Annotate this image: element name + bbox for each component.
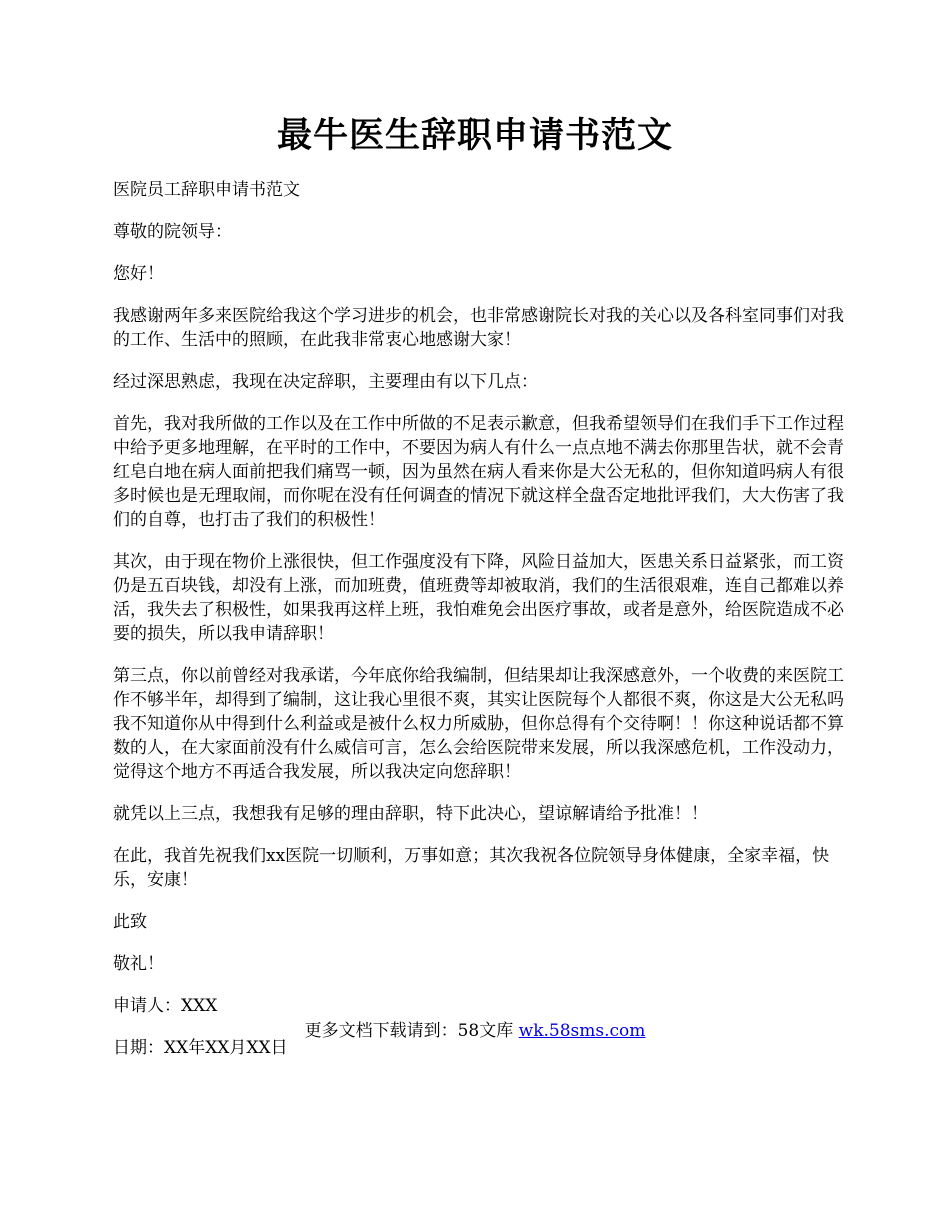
paragraph-reason-first: 首先，我对我所做的工作以及在工作中所做的不足表示歉意，但我希望领导们在我们手下工作过程中给予更多地理解，在平时的工作中，不要因为病人有什么一点点地不满去你那里告状，就不会青红皂白地在病人面前把我们痛骂一顿，因为虽然在病人看来你是大公无私的，但你知道吗病人有很多时候也是无理取闹，而你呢在没有任何调查的情况下就这样全盘否定地批评我们，大大伤害了我们的自尊，也打击了我们的积极性！ <box>113 414 844 530</box>
paragraph-applicant: 申请人：XXX <box>113 996 218 1016</box>
paragraph-subtitle: 医院员工辞职申请书范文 <box>113 180 300 200</box>
paragraph-conclusion: 就凭以上三点，我想我有足够的理由辞职，特下此决心，望谅解请给予批准！！ <box>113 804 708 824</box>
paragraph-date: 日期：XX年XX月XX日 <box>113 1038 288 1058</box>
paragraph-wishes: 在此，我首先祝我们xx医院一切顺利，万事如意；其次我祝各位院领导身体健康，全家幸福，快乐，安康！ <box>113 846 830 890</box>
paragraph-reason-second: 其次，由于现在物价上涨很快，但工作强度没有下降，风险日益加大，医患关系日益紧张，而工资仍是五百块钱，却没有上涨，而加班费，值班费等却被取消，我们的生活很艰难，连自己都难以养活，我失去了积极性，如果我再这样上班，我怕难免会出医疗事故，或者是意外，给医院造成不必要的损失，所以我申请辞职！ <box>113 552 844 644</box>
paragraph-reason-third: 第三点，你以前曾经对我承诺，今年底你给我编制，但结果却让我深感意外，一个收费的来医院工作不够半年，却得到了编制，这让我心里很不爽，其实让医院每个人都很不爽，你这是大公无私吗我不知道你从中得到什么利益或是被什么权力所威胁，但你总得有个交待啊！！你这种说话都不算数的人，在大家面前没有什么威信可言，怎么会给医院带来发展，所以我深感危机，工作没动力，觉得这个地方不再适合我发展，所以我决定向您辞职！ <box>113 666 844 782</box>
paragraph-decision: 经过深思熟虑，我现在决定辞职，主要理由有以下几点： <box>113 372 538 392</box>
paragraph-thanks: 我感谢两年多来医院给我这个学习进步的机会，也非常感谢院长对我的关心以及各科室同事们对我的工作、生活中的照顾，在此我非常衷心地感谢大家！ <box>113 306 844 350</box>
document-body <box>113 178 853 1078</box>
paragraph-salutation: 尊敬的院领导： <box>113 222 232 242</box>
paragraph-closing-2: 敬礼！ <box>113 954 164 974</box>
paragraph-greeting: 您好！ <box>113 264 164 284</box>
footer-text: 更多文档下载请到：58文库 <box>304 1021 519 1041</box>
document-footer <box>0 1019 950 1043</box>
document-title: 最牛医生辞职申请书范文 <box>276 115 673 156</box>
paragraph-closing-1: 此致 <box>113 912 147 932</box>
footer-link[interactable]: wk.58sms.com <box>518 1021 646 1041</box>
